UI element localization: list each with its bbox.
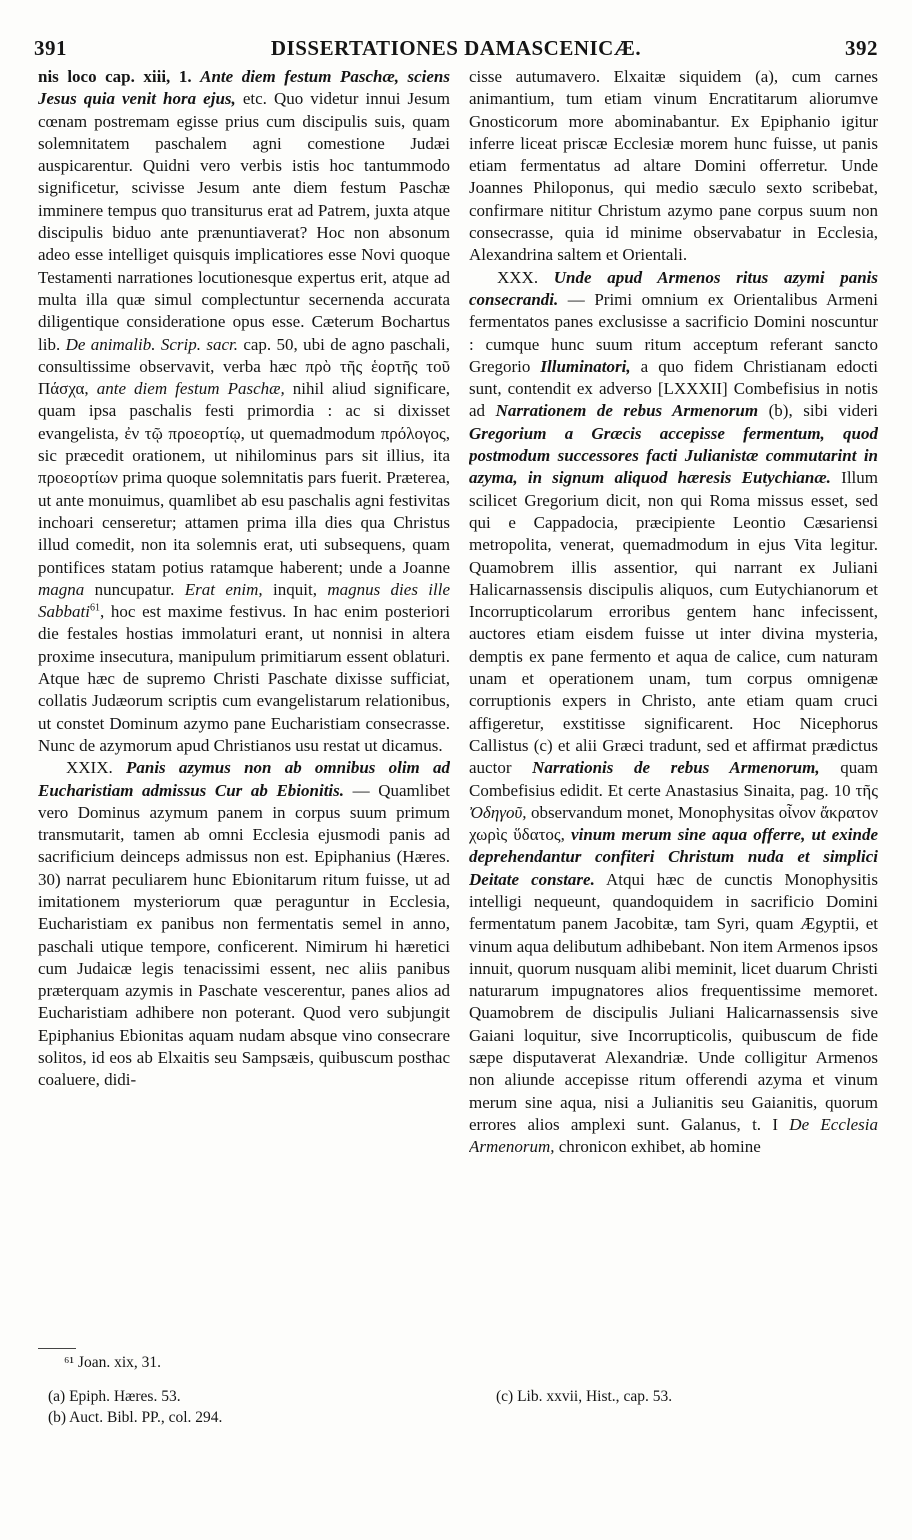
text-run: 53. [161,1388,181,1405]
text-run: cap. 53. [623,1388,673,1405]
footnote-marker: 61 [89,602,100,614]
text-run: Illuminatori, [540,356,631,376]
page-number-right: 392 [845,36,878,60]
text-run: etc. Quo videtur innui Jesum cœnam postremam egisse prius cum discipulis suis, quam solemnitatem paschalem agni comestione Judæi auspicarentur. Quidni vero verbis istis hoc tantummodo significetur, scivisse Jesum ante diem festum Paschæ imminere tempus quo transiturus erat ad Patrem, juxta atque discipulis biduo ante prænuntiaverat? Hoc non absonum adeo esse intelliget quisquis implicatiores esse Novi quoque Testamenti narrationes locutionesque expertus erit, atque ad multa illa quæ simul complectuntur secernenda accurata diligentique consideratione opus esse. Cæterum Bochartus lib. [38,89,450,354]
footnote-a [48,1386,222,1407]
text-run: cisse autumavero. Elxaitæ siquidem (a), cum carnes animantium, tum etiam vinum Encratitarum aliorumve Gnosticorum more abominabantur. Ex Epiphanio igitur inferre liceat priscæ Ecclesiæ morem hunc fuisse, ut panis etiam fermentatus ad altare Domini offerretur. Unde Joannes Philoponus, qui medio sæculo sexto scribebat, confirmare nititur Christum azymo pane corpus suum non consecrasse, quia id minime observabatur in Ecclesia, Alexandrina saltem et Orientali. [469,67,878,265]
page-number-left: 391 [34,36,67,60]
text-run: observandum monet, Monophysitas οἶνον ἄκρατον χωρὶς ὕδατος, [469,802,878,845]
text-run: Erat enim, [184,579,263,599]
text-run: Gregorium a Græcis accepisse fermentum, quod postmodum successores facti Julianistæ commutarint in azyma, in signum aliquod hæresis Eutychianæ. [469,423,878,488]
text-run: (b), sibi videri [768,401,878,421]
text-run: vinum merum sine aqua offerre, ut exinde deprehendantur confiteri Christum nuda et simplici Deitate constare. [469,825,878,889]
text-run: Illum scilicet Gregorium dicit, non qui Roma missus esset, sed qui e Cappadocia, præcipiente Leontio Cæsariensi metropolita, venerat, quemadmodum in ejus Vita legitur. Quamobrem illis assentior, qui narrant ex Juliani Halicarnassensis discipulis aliquos, cum Eutychianorum et Incorrupticolarum erroribus gentem hanc infecissent, auctores etiam eisdem fuisse ut inter divina mysteria, demptis ex pane fermento et aqua de calice, cum naturam unam et operationem unam, tum corpus omnigenæ corruptionis expers in Christo, ante etiam quam cruci affigeretur, exstitisse significarent. Hoc Nicephorus Callistus (c) et alii Græci tradunt, sed et affirmat prædictus auctor [469,468,878,778]
left-footnotes [48,1386,222,1428]
text-run: De Ecclesia Armenorum, [469,1114,878,1157]
right-footnotes [496,1386,672,1407]
footnote-61: ⁶¹ Joan. xix, 31. [64,1354,162,1371]
text-run: (a) Epiph. [48,1388,110,1405]
right-paragraph-2 [469,267,878,1159]
section-number: XXX. [497,267,539,287]
text-run: De animalib. Scrip. sacr. [65,334,238,354]
text-run: (c) Lib. xxvii, [496,1388,583,1405]
text-run: magna [38,579,85,599]
text-run: Ante diem festum Paschæ, sciens Jesus quia venit hora ejus, [38,67,450,109]
text-run: Narrationis de rebus Armenorum, [532,758,820,778]
text-run: Hist., [585,1388,620,1405]
text-run: a quo fidem Christianam edocti sunt, contendit ex adverso [LXXXII] Combefisius in notis ad [469,356,878,421]
text-run: Auct. Bibl. PP., [69,1409,165,1426]
left-paragraph-2 [38,757,450,1091]
text-run: chronicon exhibet, ab homine [558,1137,761,1157]
section-heading: Panis azymus non ab omnibus olim ad Eucharistiam admissus Cur ab Ebionitis. [38,758,450,800]
text-run: col. 294. [168,1409,223,1426]
right-paragraph-1 [469,66,878,267]
text-run: nihil aliud significare, quam ipsa paschalis festi primordia : ac si dixisset evangelista, ἐν τῷ προεορτίῳ, ut quemadmodum πρόλογος, sic præcedit orationem, ut nihilominus pars sit illius, ita προεορτίων prima quoque solemnitatis pars fuerit. Præterea, ut ante monuimus, quamlibet ab esu paschalis agni festivitas inchoari censeretur; attamen prima illa dies qua Christus illud comedit, non ita solemnis erat, uti subsequens, quam pontifices statam potius ratamque haberent; unde a Joanne [38,379,450,577]
footnote-c [496,1386,672,1407]
text-run: Narrationem de rebus Armenorum [495,401,759,421]
footnote-b [48,1407,222,1428]
text-run: ante diem festum Paschæ, [96,379,285,399]
text-run: nis loco cap. xiii, 1. [38,67,192,86]
left-paragraph-1 [38,66,450,757]
text-run: — Quamlibet vero Dominus azymum panem in corpus suum primum transmutarit, tamen ab omni Ecclesia ejusmodi panis ad sacrificium deinceps admissus non est. Epiphanius (Hæres. 30) narrat peculiarem hunc Ebionitarum ritum fuisse, ut ad imitationem mysteriorum quæ peraguntur in Ecclesia, Eucharistiam ex panibus non fermentatis semel in anno, paschali utique tempore, conficerent. Nimirum hi hæretici cum Judaicæ legis tenacissimi essent, nec aliis panibus præterquam azymis in Paschate vescerentur, panes alios ad Eucharistiam adhibere non poterant. Quod vero subjungit Epiphanius Ebionitas aquam nudam absque vino consecrare solitos, id eos ab Elxaitis seu Sampsæis, quibuscum posthac coaluere, didi- [38,780,450,1090]
right-column [469,66,878,1350]
footnote-divider [38,1348,76,1349]
text-run: inquit, [273,579,317,599]
section-heading: Unde apud Armenos ritus azymi panis consecrandi. [469,267,878,309]
text-run: quam Combefisius edidit. Et certe Anastasius Sinaita, pag. 10 τῆς [469,758,878,800]
left-column [38,66,450,1350]
text-run: Atqui hæc de cunctis Monophysitis intelligi nequeunt, quandoquidem in sacrificio Domini fermentatum panem Jacobitæ, tam Syri, quam Ægyptii, et vinum aqua delibutum adhibebant. Non item Armenos ipsos innuit, quorum nusquam alibi meminit, licet duarum Christi naturarum impugnatores alios frequentissime memoret. Quamobrem de discipulis Juliani Halicarnassensis sive Gaiani loquitur, sive Incorrupticolis, quibuscum de fide sæpe disputaverat Alexandriæ. Unde colligitur Armenos non aliunde accepisse ritum offerendi azyma et vinum merum sine aqua, nisi a Julianitis seu Gaianitis, quorum errores alios amplexi sunt. Galanus, t. I [469,869,878,1134]
text-run: , hoc est maxime festivus. In hac enim posteriori die festales hostias immolaturi erant, ut nonnisi in altera proxime insecutura, manipulum primitiarum essent oblaturi. Atque hæc de supremo Christi Paschate dixisse sufficiat, collatis Judæorum scriptis cum evangelistarum relationibus, ut constet Dominum azymo pane Eucharistiam consecrasse. Nunc de azymorum apud Christianos usu restat ut dicamus. [38,602,450,755]
running-title: DISSERTATIONES DAMASCENICÆ. [270,36,642,60]
text-run: (b) [48,1409,67,1426]
text-run: — Primi omnium ex Orientalibus Armeni fermentatos panes exclusisse a sacrificio Domini noscuntur : cumque hunc suum ritum acceptum referant sancto Gregorio [469,289,878,376]
text-run: nuncupatur. [94,579,175,599]
page-header [34,36,878,62]
text-run: Ὀδηγοῦ, [469,802,527,822]
text-run: Hæres. [113,1388,158,1405]
text-run: cap. 50, ubi de agno paschali, consultissime observavit, verba hæc πρὸ τῆς ἑορτῆς τοῦ Πάσχα, [38,334,450,399]
text-run: magnus dies ille Sabbati [38,579,450,622]
section-number: XXIX. [66,758,113,778]
